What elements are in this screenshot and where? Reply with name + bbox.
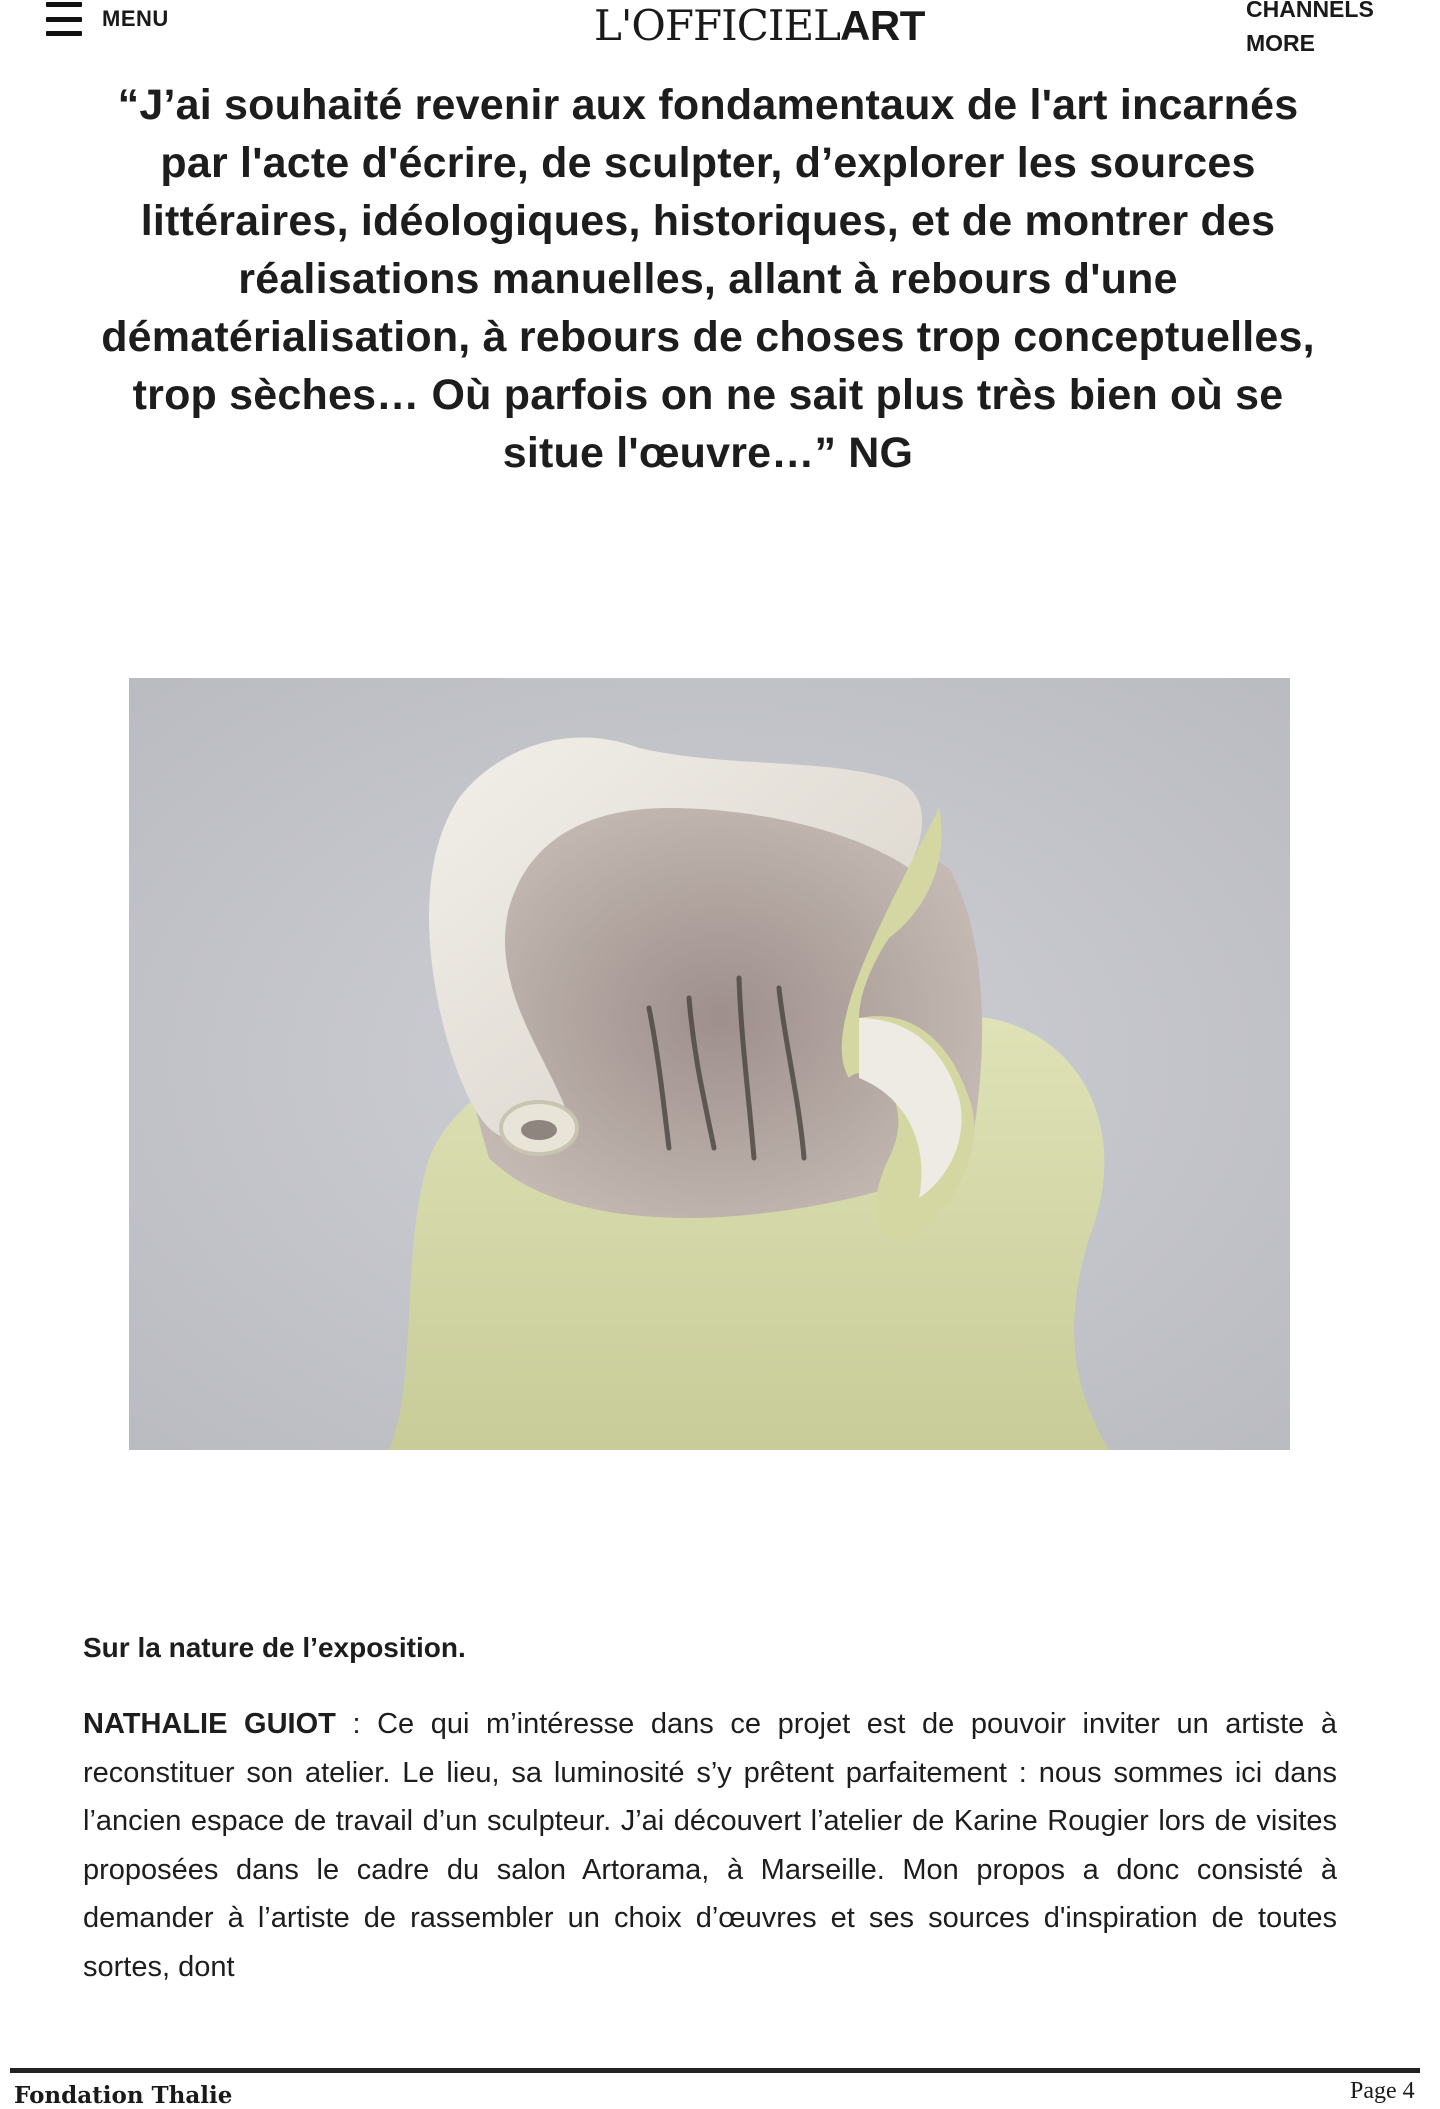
section-heading: Sur la nature de l’exposition.: [83, 1632, 466, 1663]
site-logo[interactable]: [594, 0, 925, 52]
pull-quote: “J’ai souhaité revenir aux fondamentaux de l'art incarnés par l'acte d'écrire, de sculpter, d’explorer les sources littéraires, idéologiques, historiques, et de montrer des réalisations manuelles, allant à rebours d'une dématérialisation, à rebours de choses trop conceptuelles, trop sèches… Où parfois on ne sait plus très bien où se situe l'œuvre…” NG: [101, 81, 1315, 477]
channels-link[interactable]: CHANNELS: [1246, 0, 1374, 22]
logo-wordmark[interactable]: L'OFFICIEL: [594, 1, 841, 50]
hamburger-icon[interactable]: [46, 2, 82, 36]
top-navigation-bar: [0, 0, 1440, 60]
more-link[interactable]: MORE: [1246, 30, 1315, 56]
footer-divider: [10, 2068, 1420, 2073]
ceramic-sculpture-photo: [129, 678, 1290, 1450]
speaker-name: NATHALIE GUIOT: [83, 1708, 336, 1740]
top-right-links: [1246, 0, 1374, 60]
menu-button[interactable]: [46, 2, 169, 36]
sculpture-photo: [129, 678, 1290, 1450]
footer-organization: Fondation Thalie: [14, 2082, 233, 2109]
body-paragraph: [83, 1700, 1337, 1991]
menu-label[interactable]: MENU: [102, 6, 169, 31]
logo-art[interactable]: ART: [840, 2, 925, 49]
page-number: Page 4: [1350, 2078, 1415, 2104]
paragraph-text: : Ce qui m’intéresse dans ce projet est de pouvoir inviter un artiste à reconstituer son atelier. Le lieu, sa luminosité s’y prêtent parfaitement : nous sommes ici dans l’ancien espace de travail d’un sculpteur. J’ai découvert l’atelier de Karine Rougier lors de visites proposées dans le cadre du salon Artorama, à Marseille. Mon propos a donc consisté à demander à l’artiste de rassembler un choix d’œuvres et ses sources d'inspiration de toutes sortes, dont: [83, 1708, 1337, 1983]
